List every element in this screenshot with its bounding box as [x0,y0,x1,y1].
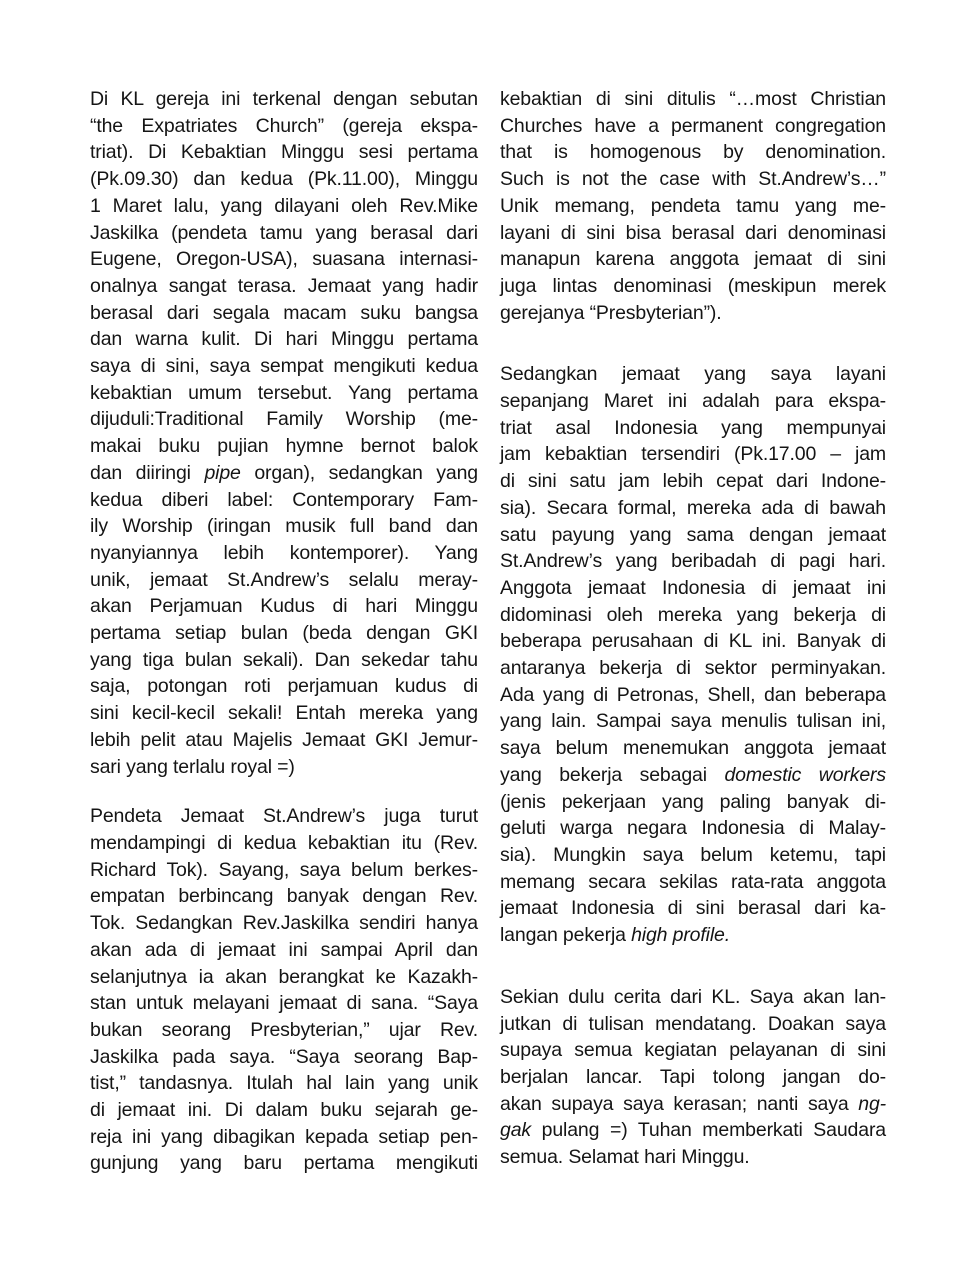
text-line: unik, jemaat St.Andrew’s selalu meray- [90,568,478,591]
text-line: yang tiga bulan sekali). Dan sekedar tahu [90,648,478,671]
text-line: reja ini yang dibagikan kepada setiap pen- [90,1125,478,1148]
text-line: sari yang terlalu royal =) [90,755,295,778]
text-line: St.Andrew’s yang beribadah di pagi hari. [500,550,886,573]
text-line: Sekian dulu cerita dari KL. Saya akan lan- [500,985,886,1008]
text-line: akan Perjamuan Kudus di hari Minggu [90,595,478,618]
text-line: beberapa perusahaan di KL ini. Banyak di [500,630,886,653]
text-line: tist,” tandasnya. Itulah hal lain yang unik [90,1072,478,1095]
text-line: gerejanya “Presbyterian”). [500,301,722,324]
paragraph-right-2 [500,361,886,948]
text-line: berasal dari segala macam suku bangsa [90,301,478,324]
text-line: kebaktian di sini ditulis “…most Christian [500,88,886,110]
text-line: jutkan di tulisan mendatang. Doakan saya [500,1012,886,1035]
text-line: Anggota jemaat Indonesia di jemaat ini [500,576,886,599]
text-line: antaranya bekerja di sektor perminyakan. [500,657,886,680]
text-line: “the Expatriates Church” (gereja ekspa- [90,114,478,137]
text-line: Jaskilka pada saya. “Saya seorang Bap- [90,1045,478,1068]
text-line: Jaskilka (pendeta tamu yang berasal dari [90,221,478,244]
text-column-left [90,86,478,1177]
paragraph-right-3 [500,984,886,1171]
paragraph-left-2 [90,803,478,1177]
text-line: triat). Di Kebaktian Minggu sesi pertama [90,141,478,164]
text-line: Churches have a permanent congregation [500,114,886,137]
text-line: akan supaya saya kerasan; nanti saya ng- [500,1092,886,1115]
text-line: (Pk.09.30) dan kedua (Pk.11.00), Minggu [90,168,478,191]
italic-text: ng- [858,1092,886,1115]
text-line: didominasi oleh mereka yang bekerja di [500,603,886,626]
text-line: yang lain. Sampai saya menulis tulisan ini, [500,710,886,733]
text-line: that is homogenous by denomination. [500,141,886,164]
text-line: bukan seorang Presbyterian,” ujar Rev. [90,1018,478,1041]
text-line: dan warna kulit. Di hari Minggu pertama [90,328,478,351]
text-line: jemaat Indonesia di sini berasal dari ka- [500,897,886,920]
text-line: empatan berbincang banyak dengan Rev. [90,885,478,908]
italic-text: pipe [204,461,241,484]
text-line: kebaktian umum tersebut. Yang pertama [90,381,478,404]
text-line: sia). Mungkin saya belum ketemu, tapi [500,843,886,866]
text-line: yang bekerja sebagai domestic workers [500,763,887,786]
text-line: onalnya sangat terasa. Jemaat yang hadir [90,274,478,297]
text-line: pertama setiap bulan (beda dengan GKI [90,622,478,645]
text-line: geluti warga negara Indonesia di Malay- [500,817,886,840]
text-line: supaya semua kegiatan pelayanan di sini [500,1039,886,1062]
text-line: Richard Tok). Sayang, saya belum berkes- [90,858,478,881]
text-line: mendampingi di kedua kebaktian itu (Rev. [90,831,478,854]
text-line: Di KL gereja ini terkenal dengan sebutan [90,88,478,110]
text-line: selanjutnya ia akan berangkat ke Kazakh- [90,965,478,988]
text-line: stan untuk melayani jemaat di sana. “Saya [90,992,478,1015]
text-line: di sini satu jam lebih cepat dari Indone- [500,470,886,493]
text-line: langan pekerja high profile. [500,924,730,947]
text-line: saja, potongan roti perjamuan kudus di [90,675,478,698]
text-column-right [500,86,886,1171]
text-line: satu payung yang sama dengan jemaat [500,523,886,546]
text-line: sia). Secara formal, mereka ada di bawah [500,496,886,519]
text-line: saya di sini, saya sempat mengikuti kedua [90,355,478,378]
text-line: sepanjang Maret ini adalah para ekspa- [500,390,886,413]
text-line: triat asal Indonesia yang mempunyai [500,416,886,439]
text-line: memang secara sekilas rata-rata anggota [500,870,886,893]
text-line: juga lintas denominasi (meskipun merek [500,274,886,297]
text-line: gak pulang =) Tuhan memberkati Saudara [500,1119,886,1142]
text-line: saya belum menemukan anggota jemaat [500,737,886,760]
text-line: ily Worship (iringan musik full band dan [90,515,478,538]
text-line: Unik memang, pendeta tamu yang me- [500,194,886,217]
text-line: lebih pelit atau Majelis Jemaat GKI Jemur- [90,728,478,751]
italic-text: domestic workers [724,763,887,786]
text-line: sini kecil-kecil sekali! Entah mereka yang [90,702,478,725]
text-line: manapun karena anggota jemaat di sini [500,248,886,271]
paragraph-right-1 [500,86,886,326]
text-line: jam kebaktian tersendiri (Pk.17.00 – jam [500,443,886,466]
text-line: dijuduli:Traditional Family Worship (me- [90,408,478,431]
text-line: Sedangkan jemaat yang saya layani [500,363,886,386]
text-line: di jemaat ini. Di dalam buku sejarah ge- [90,1099,478,1122]
italic-text: high profile. [631,924,730,947]
text-line: dan diiringi pipe organ), sedangkan yang [90,461,478,484]
text-line: berjalan lancar. Tapi tolong jangan do- [500,1065,886,1088]
text-line: akan ada di jemaat ini sampai April dan [90,938,478,961]
text-line: (jenis pekerjaan yang paling banyak di- [500,790,886,813]
text-line: 1 Maret lalu, yang dilayani oleh Rev.Mike [90,194,478,217]
text-line: Pendeta Jemaat St.Andrew’s juga turut [90,805,478,828]
text-line: makai buku pujian hymne bernot balok [90,435,478,458]
text-line: layani di sini bisa berasal dari denominasi [500,221,886,244]
paragraph-left-1 [90,86,478,780]
text-line: nyanyiannya lebih kontemporer). Yang [90,541,478,564]
italic-text: gak [500,1119,531,1142]
text-line: gunjung yang baru pertama mengikuti [90,1152,478,1175]
text-line: Eugene, Oregon-USA), suasana internasi- [90,248,478,271]
text-line: Tok. Sedangkan Rev.Jaskilka sendiri hanya [90,912,478,935]
text-line: Ada yang di Petronas, Shell, dan beberapa [500,683,886,706]
text-line: Such is not the case with St.Andrew’s…” [500,168,886,191]
text-line: semua. Selamat hari Minggu. [500,1146,750,1169]
text-line: kedua diberi label: Contemporary Fam- [90,488,478,511]
